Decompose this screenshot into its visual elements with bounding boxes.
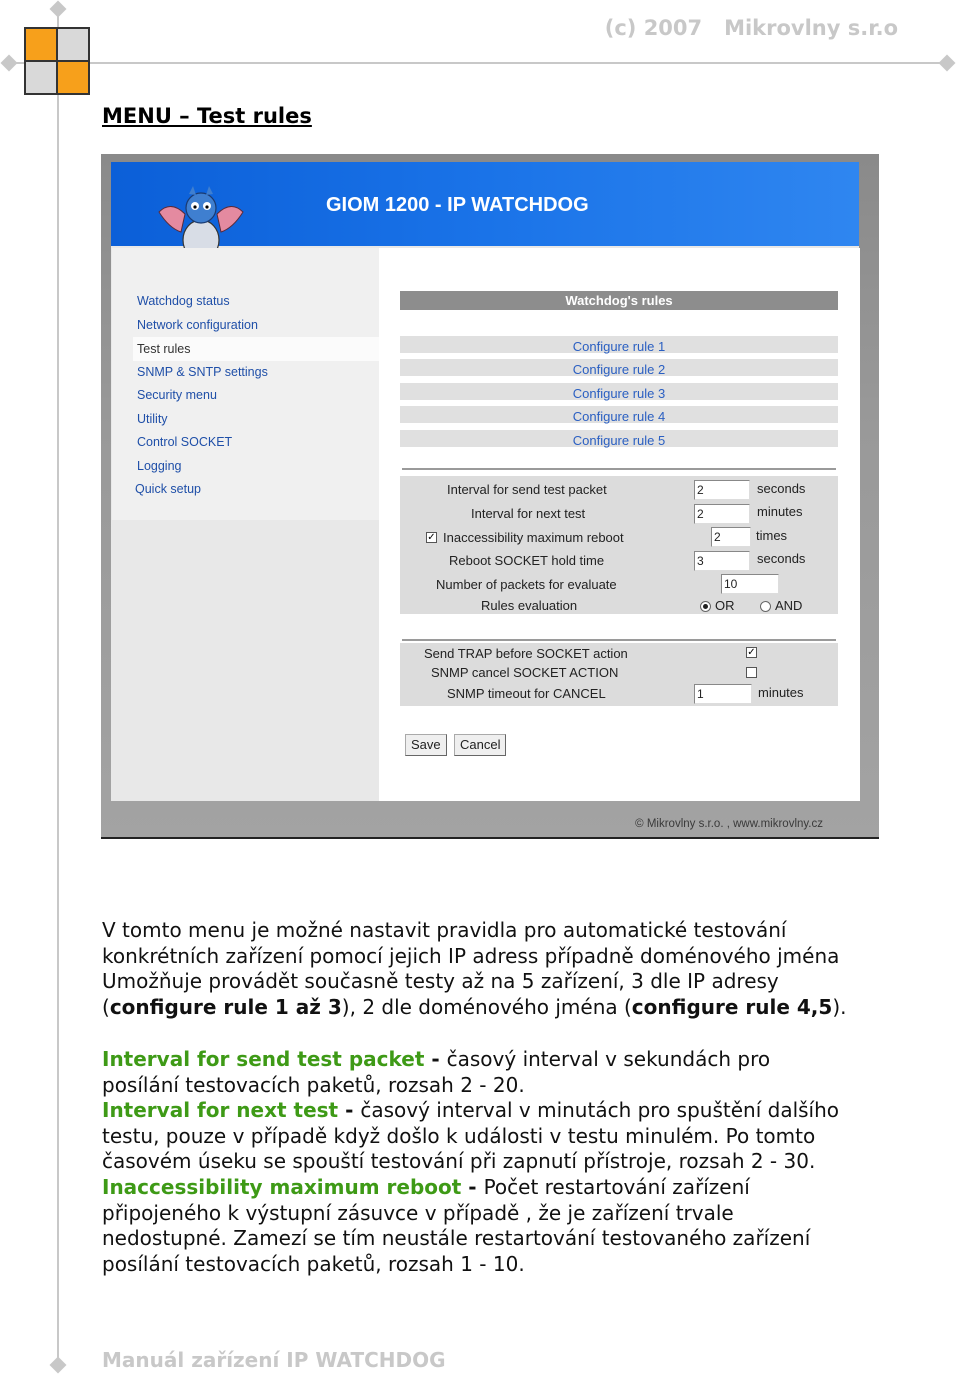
rules-evaluation-label: Rules evaluation [481,598,578,613]
app-footer-copyright: © Mikrovlny s.r.o. , www.mikrovlny.cz [635,818,823,830]
section-divider [402,639,836,641]
parameter-descriptions [102,1047,839,1277]
reboot-hold-unit: seconds [757,551,806,566]
rule-row [400,336,838,355]
rules-evaluation-and-radio[interactable] [760,601,771,612]
configure-rule-3-link[interactable]: Configure rule 3 [572,386,666,401]
sidebar [112,248,380,520]
text-line: posílání testovacích paketů, rozsah 2 - 20. [102,1072,525,1097]
text-line: Inaccessibility maximum reboot - Počet restartování zařízení [102,1174,750,1199]
interval-next-label: Interval for next test [471,506,586,521]
sidebar-item-quick-setup[interactable]: Quick setup [135,482,202,496]
text-line: připojeného k výstupní zásuvce v případě , že je zařízení trvale [102,1200,734,1225]
rules-evaluation-or-label: OR [715,598,735,613]
term-interval-next: Interval for next test [102,1098,339,1123]
text-line: Interval for send test packet - časový interval v sekundách pro [102,1047,771,1071]
text-line: V tomto menu je možné nastavit pravidla pro automatické testování [102,918,787,942]
text-line: Interval for next test - časový interval v minutách pro spuštění dalšího [102,1098,840,1123]
sidebar-item-watchdog-status[interactable]: Watchdog status [137,294,230,308]
rules-evaluation-or-radio[interactable] [700,601,711,612]
manual-footer-title: Manuál zařízení IP WATCHDOG [102,1348,446,1372]
configure-rule-2-link[interactable]: Configure rule 2 [572,362,666,377]
rules-evaluation-and-label: AND [775,598,803,613]
company-logo [24,27,92,97]
sidebar-item-snmp-sntp[interactable]: SNMP & SNTP settings [137,365,268,379]
text-line: časovém úseku se spouští testování při zapnutí přístroje, rozsah 2 - 30. [102,1149,816,1174]
interval-send-input[interactable]: 2 [694,480,750,500]
inaccessibility-unit: times [756,528,788,543]
snmp-timeout-label: SNMP timeout for CANCEL [447,686,606,701]
copyright-header: (c) 2007 Mikrovlny s.r.o [604,16,898,40]
page-title: MENU – Test rules [102,104,312,128]
diamond-marker-icon [1,55,18,72]
text-line: Umožňuje provádět současně testy až na 5 zařízení, 3 dle IP adresy [102,969,779,994]
packets-evaluate-input[interactable]: 10 [721,574,779,594]
text-line: nedostupné. Zamezí se tím neustále restartování testovaného zařízení [102,1226,811,1251]
app-banner [111,162,859,246]
term-inaccessibility: Inaccessibility maximum reboot [102,1174,462,1199]
app-title: GIOM 1200 - IP WATCHDOG [326,194,589,216]
sidebar-item-utility[interactable]: Utility [137,412,168,426]
sidebar-item-logging[interactable]: Logging [137,459,182,473]
interval-send-unit: seconds [757,481,806,496]
rule-row [400,430,838,449]
snmp-timeout-unit: minutes [758,685,804,700]
cancel-button[interactable]: Cancel [454,734,506,756]
send-trap-label: Send TRAP before SOCKET action [424,646,628,661]
rule-row [400,406,838,425]
reboot-hold-input[interactable]: 3 [694,551,750,571]
term-interval-send: Interval for send test packet [102,1047,425,1071]
snmp-timeout-input[interactable]: 1 [694,684,752,704]
diamond-marker-icon [50,1,67,18]
page-vertical-rule [57,8,59,1370]
text-line: posílání testovacích paketů, rozsah 1 - 10. [102,1251,525,1276]
app-screenshot [101,154,879,839]
rule-row [400,383,838,402]
diamond-marker-icon [939,55,956,72]
section-divider [402,468,836,470]
interval-next-input[interactable]: 2 [694,504,750,524]
inaccessibility-input[interactable]: 2 [711,527,751,547]
page-horizontal-rule [8,62,948,64]
sidebar-item-security-menu[interactable]: Security menu [137,388,217,402]
sidebar-item-control-socket[interactable]: Control SOCKET [137,435,233,449]
configure-rule-4-link[interactable]: Configure rule 4 [572,409,666,424]
reboot-hold-label: Reboot SOCKET hold time [449,553,605,568]
send-trap-checkbox[interactable]: ✓ [747,647,756,658]
inaccessibility-label: Inaccessibility maximum reboot [443,530,624,545]
text-line: (configure rule 1 až 3), 2 dle doménového jména (configure rule 4,5). [102,994,847,1019]
interval-next-unit: minutes [757,504,803,519]
configure-rule-5-link[interactable]: Configure rule 5 [572,433,666,448]
configure-rule-1-link[interactable]: Configure rule 1 [572,339,666,354]
interval-send-label: Interval for send test packet [447,482,607,497]
inaccessibility-checkbox[interactable]: ✓ [427,532,436,543]
diamond-marker-icon [50,1357,67,1374]
text-line: testu, pouze v případě když došlo k události v testu minulém. Po tomto [102,1123,816,1148]
packets-evaluate-label: Number of packets for evaluate [436,577,617,592]
rules-header: Watchdog's rules [400,291,838,310]
sidebar-item-network-configuration[interactable]: Network configuration [137,318,258,332]
text-line: konkrétních zařízení pomocí jejich IP adress případně doménového jména [102,943,840,968]
snmp-cancel-label: SNMP cancel SOCKET ACTION [431,665,619,680]
sidebar-item-test-rules[interactable]: Test rules [137,342,191,356]
save-button[interactable]: Save [405,734,447,756]
snmp-cancel-checkbox[interactable] [746,667,757,678]
rule-row [400,359,838,378]
description-paragraph [102,918,847,1020]
